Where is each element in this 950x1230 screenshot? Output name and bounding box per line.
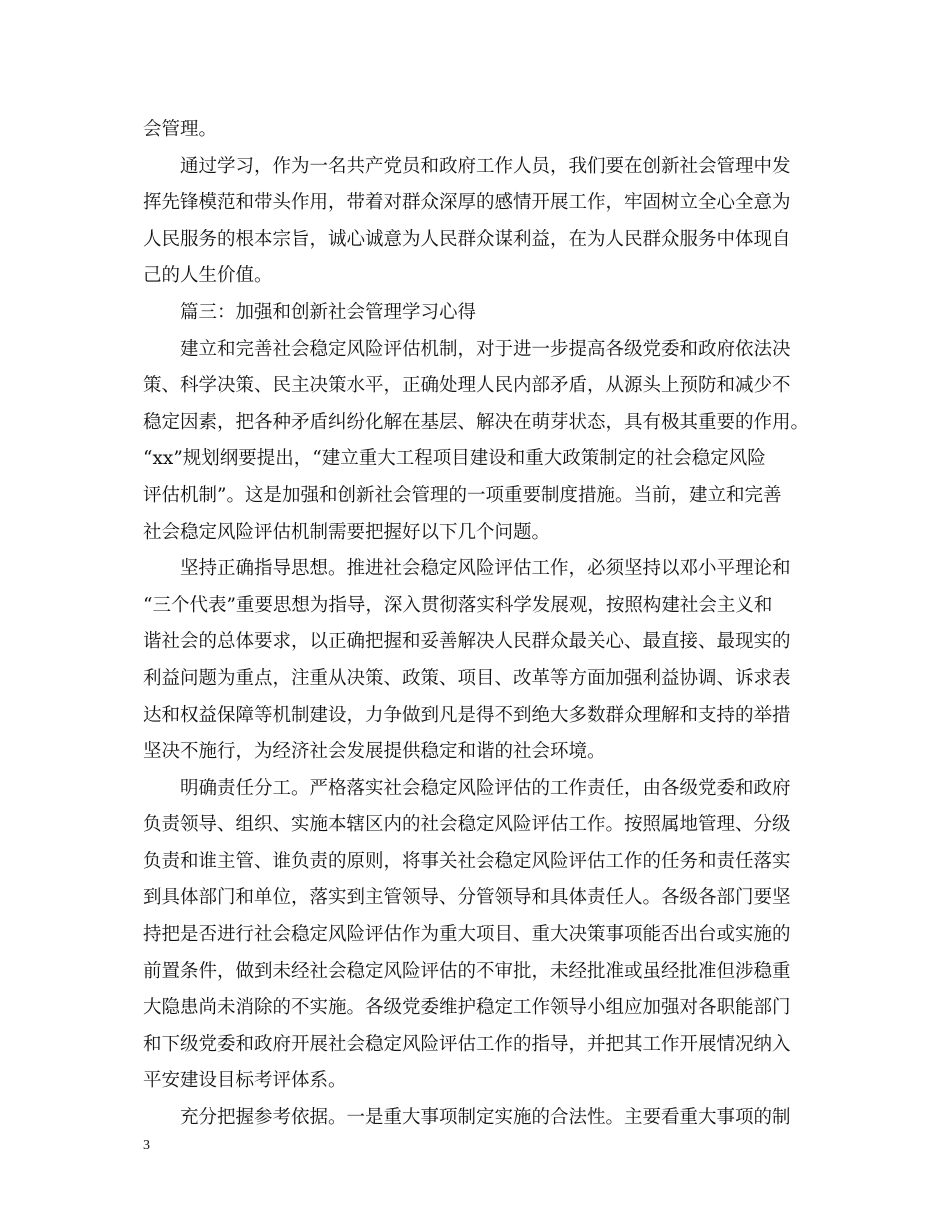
text-line: 会管理。 (143, 119, 218, 140)
text-line: 坚决不施行，为经济社会发展提供稳定和谐的社会环境。 (143, 741, 606, 763)
text-line: 稳定因素，把各种矛盾纠纷化解在基层、解决在萌芽状态，具有极其重要的作用。 (143, 411, 810, 433)
paragraph-start-line: 充分把握参考依据。一是重大事项制定实施的合法性。主要看重大事项的制 (180, 1107, 791, 1129)
body-text (143, 112, 815, 1137)
text-line: “xx”规划纲要提出，“建立重大工程项目建设和重大政策制定的社会稳定风险 (143, 448, 766, 470)
section-heading: 篇三：加强和创新社会管理学习心得 (180, 301, 477, 323)
text-line: 负责领导、组织、实施本辖区内的社会稳定风险评估工作。按照属地管理、分级 (143, 814, 791, 836)
text-line: “三个代表”重要思想为指导，深入贯彻落实科学发展观，按照构建社会主义和 (143, 594, 773, 616)
paragraph-start-line: 建立和完善社会稳定风险评估机制，对于进一步提高各级党委和政府依法决 (180, 338, 791, 360)
page-number: 3 (143, 1138, 150, 1153)
text-line: 到具体部门和单位，落实到主管领导、分管领导和具体责任人。各级各部门要坚 (143, 887, 791, 909)
text-line: 达和权益保障等机制建设，力争做到凡是得不到绝大多数群众理解和支持的举措 (143, 704, 791, 726)
text-line: 评估机制”。这是加强和创新社会管理的一项重要制度措施。当前，建立和完善 (143, 484, 782, 506)
text-line: 人民服务的根本宗旨，诚心诚意为人民群众谋利益，在为人民群众服务中体现自 (143, 228, 791, 250)
paragraph-start-line: 坚持正确指导思想。推进社会稳定风险评估工作，必须坚持以邓小平理论和 (180, 558, 791, 580)
text-line: 己的人生价值。 (143, 265, 273, 287)
text-line: 和下级党委和政府开展社会稳定风险评估工作的指导，并把其工作开展情况纳入 (143, 1033, 791, 1055)
text-line: 平安建设目标考评体系。 (143, 1070, 347, 1092)
text-line: 社会稳定风险评估机制需要把握好以下几个问题。 (143, 521, 551, 543)
text-line: 策、科学决策、民主决策水平，正确处理人民内部矛盾，从源头上预防和减少不 (143, 375, 791, 397)
text-line: 前置条件，做到未经社会稳定风险评估的不审批，未经批准或虽经批准但涉稳重 (143, 960, 791, 982)
text-line: 负责和谁主管、谁负责的原则，将事关社会稳定风险评估工作的任务和责任落实 (143, 850, 791, 872)
text-line: 大隐患尚未消除的不实施。各级党委维护稳定工作领导小组应加强对各职能部门 (143, 997, 791, 1019)
text-line: 谐社会的总体要求，以正确把握和妥善解决人民群众最关心、最直接、最现实的 (143, 631, 791, 653)
text-line: 利益问题为重点，注重从决策、政策、项目、改革等方面加强利益协调、诉求表 (143, 667, 791, 689)
text-line: 挥先锋模范和带头作用，带着对群众深厚的感情开展工作，牢固树立全心全意为 (143, 192, 791, 214)
paragraph-start-line: 通过学习，作为一名共产党员和政府工作人员，我们要在创新社会管理中发 (180, 155, 791, 177)
text-line: 持把是否进行社会稳定风险评估作为重大项目、重大决策事项能否出台或实施的 (143, 924, 791, 946)
paragraph-start-line: 明确责任分工。严格落实社会稳定风险评估的工作责任，由各级党委和政府 (180, 777, 791, 799)
